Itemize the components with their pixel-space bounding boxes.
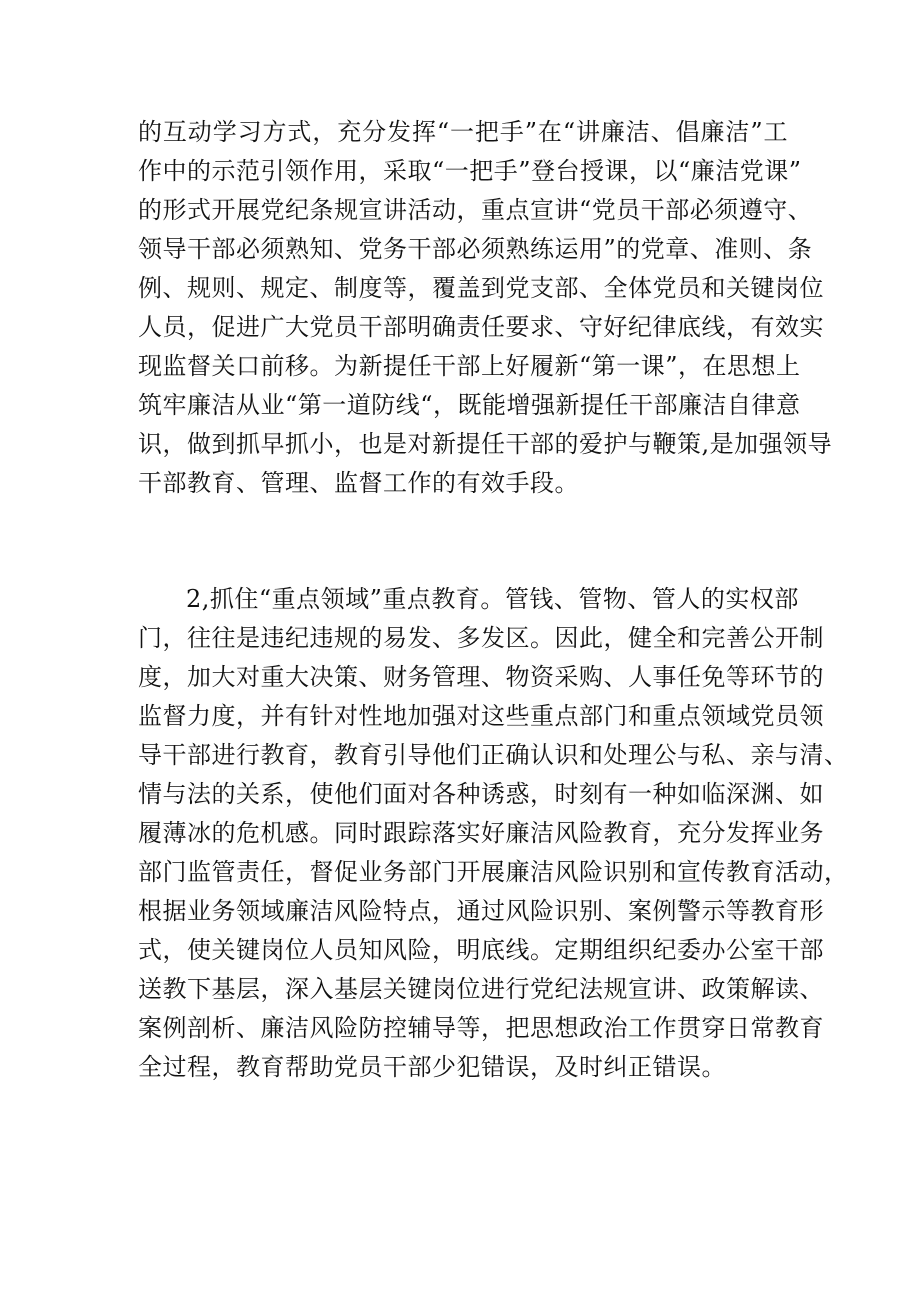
paragraph-line: 式，使关键岗位人员知风险，明底线。定期组织纪委办公室干部 (138, 936, 824, 964)
paragraph-line: 2,抓住“重点领域”重点教育。管钱、管物、管人的实权部 (186, 585, 799, 613)
paragraph-line: 识，做到抓早抓小，也是对新提任干部的爱护与鞭策,是加强领导 (138, 430, 833, 458)
paragraph-line: 的形式开展党纪条规宣讲活动，重点宣讲“党员干部必须遵守、 (138, 196, 813, 224)
paragraph-line: 部门监管责任，督促业务部门开展廉洁风险识别和宣传教育活动， (138, 858, 849, 886)
paragraph-line: 全过程，教育帮助党员干部少犯错误，及时纠正错误。 (138, 1053, 726, 1081)
paragraph-line: 门，往往是违纪违规的易发、多发区。因此，健全和完善公开制 (138, 624, 824, 652)
paragraph-line: 导干部进行教育，教育引导他们正确认识和处理公与私、亲与清、 (138, 741, 849, 769)
paragraph-line: 领导干部必须熟知、党务干部必须熟练运用”的党章、准则、条 (138, 235, 813, 263)
paragraph-line: 现监督关口前移。为新提任干部上好履新“第一课”，在思想上 (138, 352, 801, 380)
paragraph-line: 送教下基层，深入基层关键岗位进行党纪法规宣讲、政策解读、 (138, 975, 824, 1003)
paragraph-line: 履薄冰的危机感。同时跟踪落实好廉洁风险教育，充分发挥业务 (138, 819, 824, 847)
paragraph-line: 人员，促进广大党员干部明确责任要求、守好纪律底线，有效实 (138, 313, 824, 341)
paragraph-2 (138, 580, 849, 1087)
paragraph-line: 干部教育、管理、监督工作的有效手段。 (138, 469, 579, 497)
paragraph-line: 例、规则、规定、制度等，覆盖到党支部、全体党员和关键岗位 (138, 274, 824, 302)
paragraph-line: 作中的示范引领作用，采取“一把手”登台授课，以“廉洁党课” (138, 157, 802, 185)
paragraph-line: 案例剖析、廉洁风险防控辅导等，把思想政治工作贯穿日常教育 (138, 1014, 824, 1042)
paragraph-1 (138, 113, 833, 503)
paragraph-line: 度，加大对重大决策、财务管理、物资采购、人事任免等环节的 (138, 663, 824, 691)
paragraph-line: 情与法的关系，使他们面对各种诱惑，时刻有一种如临深渊、如 (138, 780, 824, 808)
paragraph-line: 监督力度，并有针对性地加强对这些重点部门和重点领域党员领 (138, 702, 824, 730)
paragraph-line: 根据业务领域廉洁风险特点，通过风险识别、案例警示等教育形 (138, 897, 824, 925)
paragraph-line: 筑牢廉洁从业“第一道防线“，既能增强新提任干部廉洁自律意 (138, 391, 801, 419)
paragraph-line: 的互动学习方式，充分发挥“一把手”在“讲廉洁、倡廉洁”工 (138, 118, 788, 146)
